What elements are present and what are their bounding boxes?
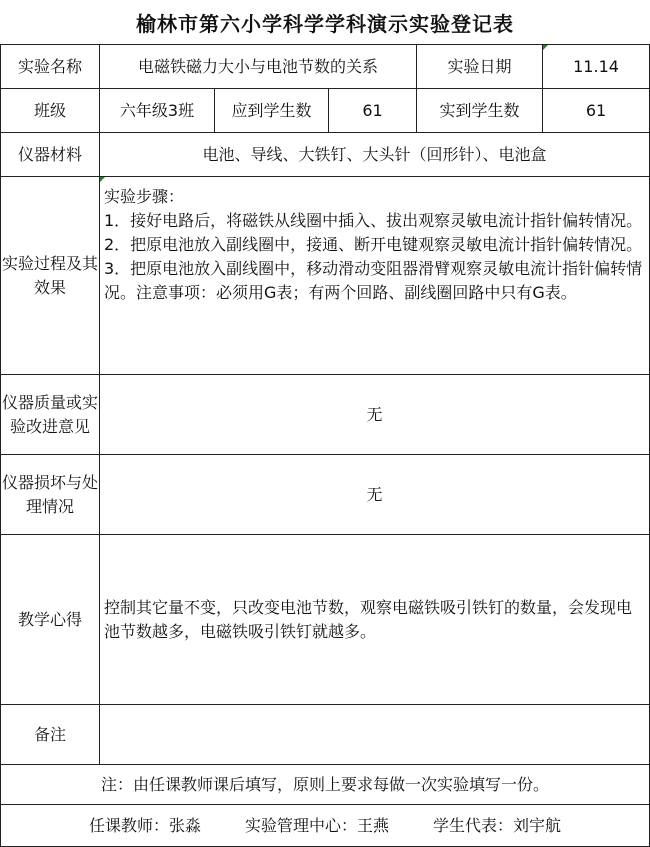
experiment-register-table — [0, 44, 650, 847]
actual-students-label: 实到学生数 — [417, 89, 543, 133]
experiment-date-label: 实验日期 — [417, 45, 543, 89]
row-remarks — [1, 705, 650, 765]
experiment-name-value: 电磁铁磁力大小与电池节数的关系 — [100, 45, 417, 89]
row-damage — [1, 455, 650, 535]
row-class — [1, 89, 650, 133]
expected-students-value: 61 — [329, 89, 417, 133]
class-value: 六年级3班 — [100, 89, 215, 133]
process-heading: 实验步骤： — [104, 187, 185, 206]
row-quality — [1, 375, 650, 455]
experiment-name-label: 实验名称 — [1, 45, 100, 89]
class-label: 班级 — [1, 89, 100, 133]
actual-students-value: 61 — [543, 89, 650, 133]
remarks-label: 备注 — [1, 705, 100, 765]
quality-label: 仪器质量或实验改进意见 — [1, 375, 100, 455]
experiment-date-value: 11.14 — [543, 45, 650, 89]
materials-label: 仪器材料 — [1, 133, 100, 177]
expected-students-label: 应到学生数 — [215, 89, 329, 133]
materials-value: 电池、导线、大铁钉、大头针（回形针）、电池盒 — [100, 133, 650, 177]
process-content — [100, 177, 650, 375]
student-signature: 学生代表：刘宇航 — [433, 815, 562, 835]
row-signatures — [1, 805, 650, 847]
teaching-notes-label: 教学心得 — [1, 535, 100, 705]
fill-note: 注：由任课教师课后填写，原则上要求每做一次实验填写一份。 — [1, 765, 650, 805]
teaching-notes-value: 控制其它量不变，只改变电池节数，观察电磁铁吸引铁钉的数量，会发现电池节数越多，电磁铁吸引铁钉就越多。 — [100, 535, 650, 705]
process-body: 1．接好电路后，将磁铁从线圈中插入、拔出观察灵敏电流计指针偏转情况。2．把原电池放入副线圈中，接通、断开电键观察灵敏电流计指针偏转情况。3．把原电池放入副线圈中，移动滑动变阻器滑臂观察灵敏电流计指针偏转情况。注意事项：必须用G表；有两个回路、副线圈回路中只有G表。 — [104, 211, 643, 302]
teacher-signature: 任课教师：张淼 — [88, 815, 201, 835]
signatures-cell — [1, 805, 650, 847]
form-title: 榆林市第六小学科学学科演示实验登记表 — [136, 11, 514, 36]
quality-value: 无 — [100, 375, 650, 455]
row-note — [1, 765, 650, 805]
damage-label: 仪器损坏与处理情况 — [1, 455, 100, 535]
damage-value: 无 — [100, 455, 650, 535]
process-label: 实验过程及其效果 — [1, 177, 100, 375]
row-process — [1, 177, 650, 375]
row-materials — [1, 133, 650, 177]
remarks-value — [100, 705, 650, 765]
row-experiment-name — [1, 45, 650, 89]
row-teaching-notes — [1, 535, 650, 705]
center-signature: 实验管理中心：王燕 — [245, 815, 390, 835]
